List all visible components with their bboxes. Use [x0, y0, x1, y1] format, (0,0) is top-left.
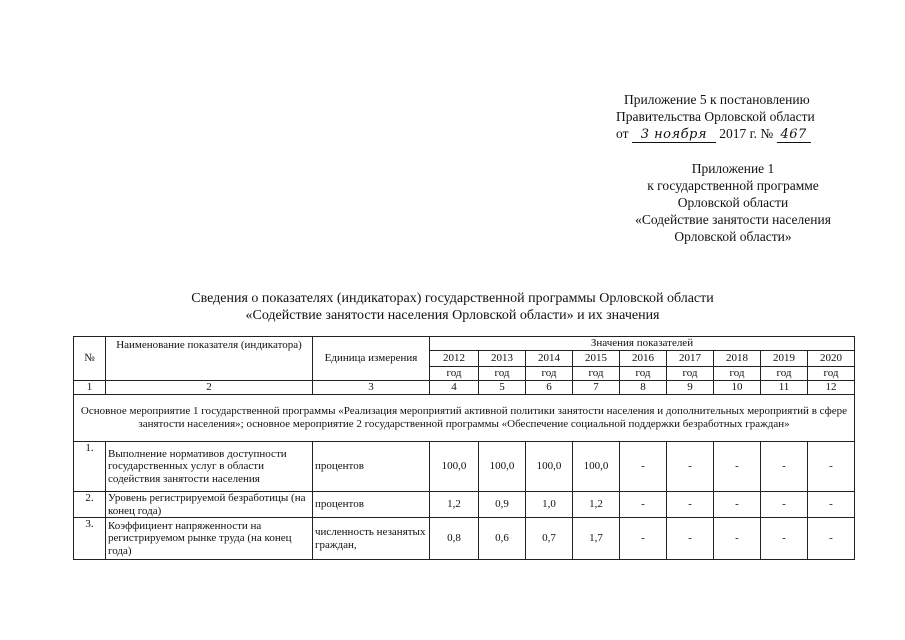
- row-value: 100,0: [479, 442, 526, 492]
- row-value: -: [714, 442, 761, 492]
- header-year: [479, 351, 526, 381]
- row-value: -: [620, 442, 667, 492]
- row-value: 100,0: [430, 442, 479, 492]
- row-name: Выполнение нормативов доступности государственных услуг в области содействия занятости населения: [106, 442, 313, 492]
- header-year-word: год: [494, 366, 510, 379]
- header-year-number: 2015: [573, 352, 619, 367]
- row-value: 0,7: [526, 518, 573, 560]
- header-num: №: [74, 337, 106, 381]
- column-number: 4: [430, 381, 479, 395]
- column-number: 11: [761, 381, 808, 395]
- row-unit: процентов: [313, 492, 430, 518]
- header-year-word: год: [541, 366, 557, 379]
- row-value: -: [761, 442, 808, 492]
- column-number-row: [74, 381, 855, 395]
- header-year: [620, 351, 667, 381]
- header-unit: Единица измерения: [313, 337, 430, 381]
- appendix1-block: [600, 160, 866, 245]
- column-number: 9: [667, 381, 714, 395]
- section-row: [74, 395, 855, 442]
- header-year: [430, 351, 479, 381]
- row-value: 1,2: [573, 492, 620, 518]
- appendix1-line4: «Содействие занятости населения: [635, 212, 831, 227]
- row-value: -: [761, 518, 808, 560]
- appendix1-line3: Орловской области: [677, 195, 789, 210]
- column-number: 7: [573, 381, 620, 395]
- row-value: -: [808, 442, 855, 492]
- header-year: [761, 351, 808, 381]
- row-name: Уровень регистрируемой безработицы (на конец года): [106, 492, 313, 518]
- appendix1-line2: к государственной программе: [647, 178, 819, 193]
- row-value: -: [714, 518, 761, 560]
- column-number: 8: [620, 381, 667, 395]
- appendix5-line1: Приложение 5 к постановлению: [624, 92, 810, 107]
- row-value: -: [808, 518, 855, 560]
- header-name: Наименование показателя (индикатора): [106, 337, 313, 381]
- row-name: Коэффициент напряженности на регистрируемом рынке труда (на конец года): [106, 518, 313, 560]
- section-text: Основное мероприятие 1 государственной программы «Реализация мероприятий активной политики занятости населения и дополнительных мероприятий в сфере занятости населения»; основное мероприятие 2 государственной программы «Обеспечение социальной поддержки безработных граждан»: [74, 395, 855, 442]
- row-value: 1,7: [573, 518, 620, 560]
- table-row: [74, 518, 855, 560]
- table-row: [74, 442, 855, 492]
- row-value: 1,2: [430, 492, 479, 518]
- appendix5-prefix: от: [616, 126, 629, 141]
- column-number: 2: [106, 381, 313, 395]
- column-number: 3: [313, 381, 430, 395]
- row-value: 0,8: [430, 518, 479, 560]
- document-title-line1: Сведения о показателях (индикаторах) государственной программы Орловской области: [191, 291, 714, 306]
- row-value: -: [667, 492, 714, 518]
- handwritten-number: 467: [777, 128, 811, 143]
- indicators-table: [73, 336, 855, 560]
- document-title-line2: «Содействие занятости населения Орловской области» и их значения: [245, 308, 660, 323]
- column-number: 10: [714, 381, 761, 395]
- header-year-word: год: [823, 366, 839, 379]
- column-number: 5: [479, 381, 526, 395]
- header-year-word: год: [635, 366, 651, 379]
- header-year-number: 2018: [714, 352, 760, 367]
- row-num: 2.: [74, 492, 106, 518]
- row-value: -: [808, 492, 855, 518]
- row-value: 100,0: [573, 442, 620, 492]
- header-year: [526, 351, 573, 381]
- appendix5-line2: Правительства Орловской области: [616, 109, 815, 124]
- header-year-word: год: [729, 366, 745, 379]
- header-year: [573, 351, 620, 381]
- row-value: -: [714, 492, 761, 518]
- header-year-word: год: [682, 366, 698, 379]
- row-unit: численность незанятых граждан,: [313, 518, 430, 560]
- header-year-number: 2019: [761, 352, 807, 367]
- column-number: 1: [74, 381, 106, 395]
- appendix1-line5: Орловской области»: [674, 229, 792, 244]
- row-value: 0,6: [479, 518, 526, 560]
- header-year-number: 2013: [479, 352, 525, 367]
- appendix5-date-line: [616, 125, 811, 143]
- row-value: 0,9: [479, 492, 526, 518]
- header-year: [714, 351, 761, 381]
- row-num: 1.: [74, 442, 106, 492]
- row-num: 3.: [74, 518, 106, 560]
- header-year-number: 2012: [430, 352, 478, 367]
- row-value: -: [620, 518, 667, 560]
- row-value: -: [620, 492, 667, 518]
- header-year: [667, 351, 714, 381]
- header-year-word: год: [776, 366, 792, 379]
- appendix5-year-text: 2017 г. №: [719, 126, 774, 141]
- header-year-number: 2014: [526, 352, 572, 367]
- appendix1-line1: Приложение 1: [691, 161, 775, 176]
- document-title: [0, 290, 905, 324]
- header-year-number: 2016: [620, 352, 666, 367]
- row-value: -: [761, 492, 808, 518]
- header-year-number: 2017: [667, 352, 713, 367]
- column-number: 12: [808, 381, 855, 395]
- header-year-word: год: [588, 366, 604, 379]
- row-value: 1,0: [526, 492, 573, 518]
- row-value: 100,0: [526, 442, 573, 492]
- table-row: [74, 492, 855, 518]
- header-year-word: год: [446, 366, 462, 379]
- column-number: 6: [526, 381, 573, 395]
- handwritten-date: 3 ноября: [632, 128, 716, 143]
- table-header-row-1: [74, 337, 855, 351]
- header-year: [808, 351, 855, 381]
- row-value: -: [667, 518, 714, 560]
- header-values: Значения показателей: [430, 337, 855, 351]
- row-value: -: [667, 442, 714, 492]
- row-unit: процентов: [313, 442, 430, 492]
- header-year-number: 2020: [808, 352, 854, 367]
